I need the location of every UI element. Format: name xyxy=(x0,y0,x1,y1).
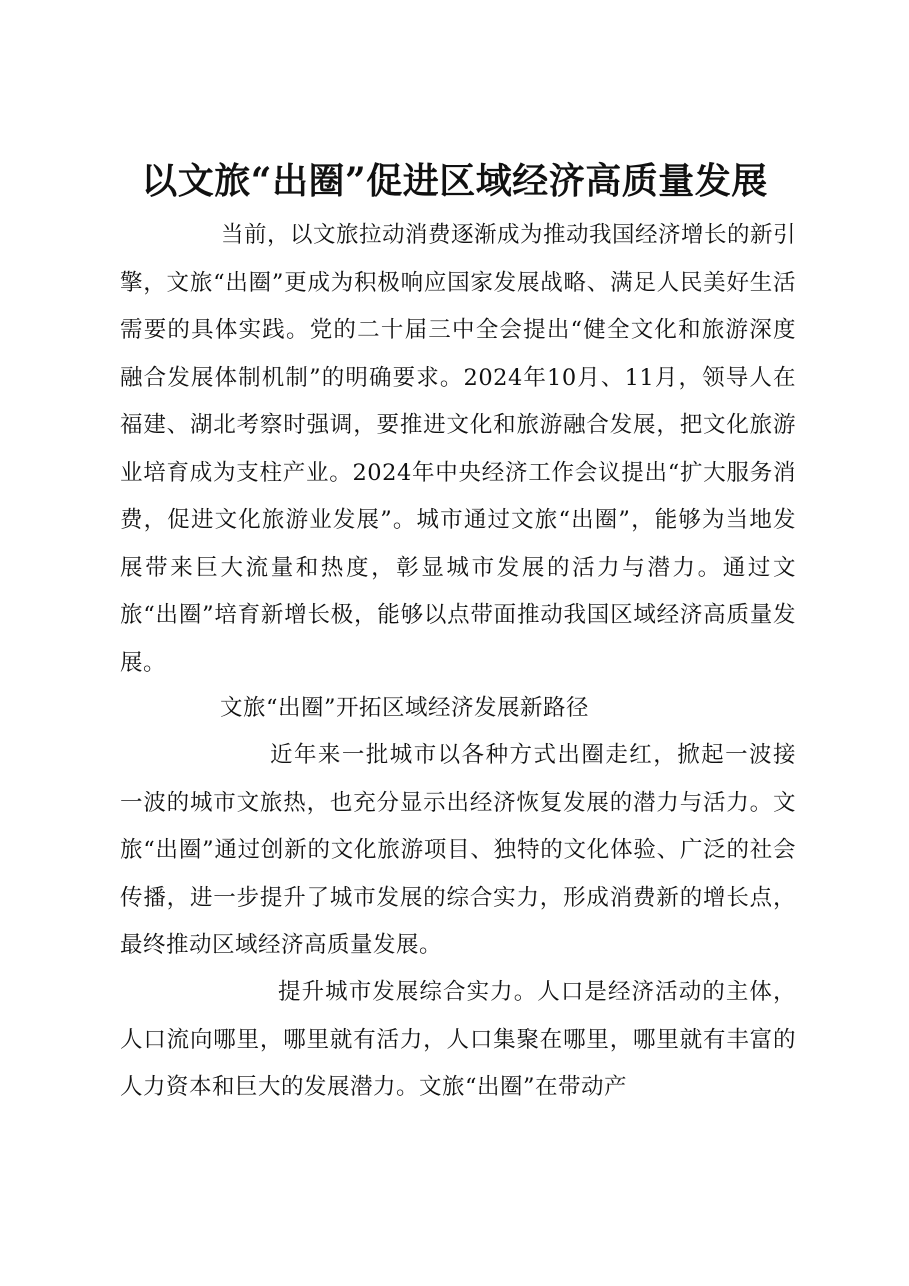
paragraph-intro: 当前，以文旅拉动消费逐渐成为推动我国经济增长的新引擎，文旅“出圈”更成为积极响应国家发展战略、满足人民美好生活需要的具体实践。党的二十届三中全会提出“健全文化和旅游深度融合发展体制机制”的明确要求。2024年10月、11月，领导人在福建、湖北考察时强调，要推进文化和旅游融合发展，把文化旅游业培育成为支柱产业。2024年中央经济工作会议提出“扩大服务消费，促进文化旅游业发展”。城市通过文旅“出圈”，能够为当地发展带来巨大流量和热度，彰显城市发展的活力与潜力。通过文旅“出圈”培育新增长极，能够以点带面推动我国区域经济高质量发展。 xyxy=(120,222,797,676)
section-subheading: 文旅“出圈”开拓区域经济发展新路径 xyxy=(220,695,590,721)
paragraph-city-strength: 提升城市发展综合实力。人口是经济活动的主体，人口流向哪里，哪里就有活力，人口集聚在哪里，哪里就有丰富的人力资本和巨大的发展潜力。文旅“出圈”在带动产 xyxy=(120,979,796,1100)
paragraph-section-intro: 近年来一批城市以各种方式出圈走红，掀起一波接一波的城市文旅热，也充分显示出经济恢复发展的潜力与活力。文旅“出圈”通过创新的文化旅游项目、独特的文化体验、广泛的社会传播，进一步提升了城市发展的综合实力，形成消费新的增长点，最终推动区域经济高质量发展。 xyxy=(120,742,796,958)
document-title: 以文旅“出圈”促进区域经济高质量发展 xyxy=(141,160,768,202)
